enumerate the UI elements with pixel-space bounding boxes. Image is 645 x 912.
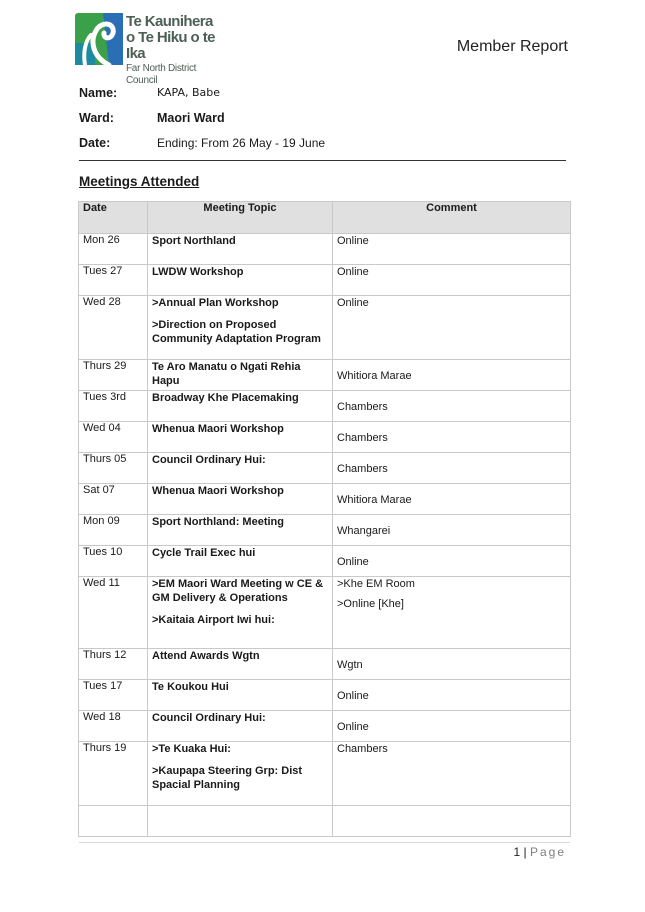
report-title: Member Report [456, 38, 568, 55]
cell-date: Wed 18 [79, 711, 148, 742]
cell-date: Sat 07 [79, 484, 148, 515]
topic-text: Te Koukou Hui [152, 681, 229, 693]
table-row [79, 649, 571, 680]
comment-text: Whitiora Marae [337, 494, 412, 506]
cell-date: Tues 17 [79, 680, 148, 711]
cell-topic [148, 711, 333, 742]
topic-text: >Direction on Proposed Community Adaptation Program [152, 319, 321, 345]
table-row [79, 680, 571, 711]
topic-text: Broadway Khe Placemaking [152, 392, 299, 404]
page-label: Page [529, 845, 566, 859]
page-footer [513, 845, 566, 859]
name-value: KAPA, Babe [157, 86, 221, 99]
cell-topic [148, 422, 333, 453]
table-row [79, 546, 571, 577]
cell-comment [333, 577, 571, 649]
table-row [79, 742, 571, 806]
topic-text: Cycle Trail Exec hui [152, 547, 256, 559]
cell-date: Thurs 29 [79, 360, 148, 391]
table-body [79, 234, 571, 837]
cell-comment [333, 515, 571, 546]
comment-text: Online [337, 235, 369, 247]
section-title: Meetings Attended [79, 174, 200, 189]
cell-comment [333, 649, 571, 680]
comment-text: Whitiora Marae [337, 370, 412, 382]
logo-line-3: Far North District Council [126, 63, 197, 86]
comment-text: Chambers [337, 743, 388, 755]
comment-text: Chambers [337, 432, 388, 444]
topic-text: >Te Kuaka Hui: [152, 743, 231, 755]
cell-topic [148, 515, 333, 546]
comment-text: Online [337, 690, 369, 702]
cell-comment [333, 296, 571, 360]
topic-text: LWDW Workshop [152, 266, 244, 278]
cell-comment [333, 680, 571, 711]
table-row [79, 360, 571, 391]
cell-date: Mon 26 [79, 234, 148, 265]
topic-text: >Kaitaia Airport Iwi hui: [152, 614, 275, 626]
cell-comment [333, 422, 571, 453]
table-header-row [79, 202, 571, 234]
topic-text: Attend Awards Wgtn [152, 650, 260, 662]
cell-comment [333, 742, 571, 806]
cell-topic [148, 484, 333, 515]
comment-text: Whangarei [337, 525, 391, 537]
topic-text: Sport Northland [152, 235, 236, 247]
cell-topic [148, 391, 333, 422]
cell-topic [148, 806, 333, 837]
logo-line-2: o Te Hiku o te Ika [126, 29, 215, 62]
date-value: Ending: From 26 May - 19 June [157, 136, 326, 150]
table-row [79, 577, 571, 649]
cell-topic [148, 742, 333, 806]
logo-line-1: Te Kaunihera [126, 13, 213, 30]
table-row [79, 422, 571, 453]
topic-text: Te Aro Manatu o Ngati Rehia Hapu [152, 361, 301, 387]
cell-date: Tues 3rd [79, 391, 148, 422]
header-date: Date [79, 202, 148, 234]
cell-topic [148, 234, 333, 265]
topic-text: Council Ordinary Hui: [152, 454, 266, 466]
cell-date: Mon 09 [79, 515, 148, 546]
topic-text: Whenua Maori Workshop [152, 423, 284, 435]
cell-date: Thurs 05 [79, 453, 148, 484]
cell-date: Wed 04 [79, 422, 148, 453]
cell-topic [148, 265, 333, 296]
comment-text: >Khe EM Room [337, 578, 415, 590]
table-row [79, 265, 571, 296]
cell-date: Tues 27 [79, 265, 148, 296]
council-logo [75, 13, 225, 86]
comment-text: Online [337, 556, 369, 568]
topic-text: >Annual Plan Workshop [152, 297, 279, 309]
cell-comment [333, 806, 571, 837]
cell-comment [333, 265, 571, 296]
table-row [79, 234, 571, 265]
cell-topic [148, 680, 333, 711]
cell-topic [148, 296, 333, 360]
header-divider [79, 160, 566, 161]
table-row [79, 806, 571, 837]
ward-label: Ward: [79, 111, 114, 125]
cell-topic [148, 360, 333, 391]
comment-text: Online [337, 266, 369, 278]
comment-text: Wgtn [337, 659, 363, 671]
ward-value: Maori Ward [157, 111, 225, 125]
table-row [79, 515, 571, 546]
cell-comment [333, 391, 571, 422]
cell-comment [333, 360, 571, 391]
topic-text: Sport Northland: Meeting [152, 516, 284, 528]
page-separator: | [523, 845, 527, 859]
date-label: Date: [79, 136, 111, 150]
cell-date: Tues 10 [79, 546, 148, 577]
header-comment: Comment [333, 202, 571, 234]
page-number: 1 [513, 845, 521, 859]
cell-date: Thurs 12 [79, 649, 148, 680]
table-row [79, 391, 571, 422]
table-row [79, 484, 571, 515]
cell-topic [148, 453, 333, 484]
cell-date [79, 806, 148, 837]
cell-topic [148, 577, 333, 649]
topic-text: Whenua Maori Workshop [152, 485, 284, 497]
topic-text: >EM Maori Ward Meeting w CE & GM Delivery & Operations [152, 578, 324, 604]
topic-text: Council Ordinary Hui: [152, 712, 266, 724]
comment-text: Online [337, 721, 369, 733]
cell-topic [148, 546, 333, 577]
cell-date: Wed 28 [79, 296, 148, 360]
table-row [79, 453, 571, 484]
koru-logo-icon [75, 13, 123, 65]
header-topic: Meeting Topic [148, 202, 333, 234]
cell-comment [333, 546, 571, 577]
cell-date: Thurs 19 [79, 742, 148, 806]
table-row [79, 296, 571, 360]
cell-comment [333, 484, 571, 515]
cell-date: Wed 11 [79, 577, 148, 649]
cell-comment [333, 234, 571, 265]
name-label: Name: [79, 86, 118, 100]
cell-topic [148, 649, 333, 680]
logo-wordmark [126, 14, 225, 87]
table-row [79, 711, 571, 742]
comment-text: Chambers [337, 463, 388, 475]
comment-text: >Online [Khe] [337, 598, 404, 610]
cell-comment [333, 453, 571, 484]
footer-divider [79, 842, 570, 843]
topic-text: >Kaupapa Steering Grp: Dist Spacial Planning [152, 765, 303, 791]
comment-text: Chambers [337, 401, 388, 413]
comment-text: Online [337, 297, 369, 309]
cell-comment [333, 711, 571, 742]
meetings-table [78, 201, 571, 837]
